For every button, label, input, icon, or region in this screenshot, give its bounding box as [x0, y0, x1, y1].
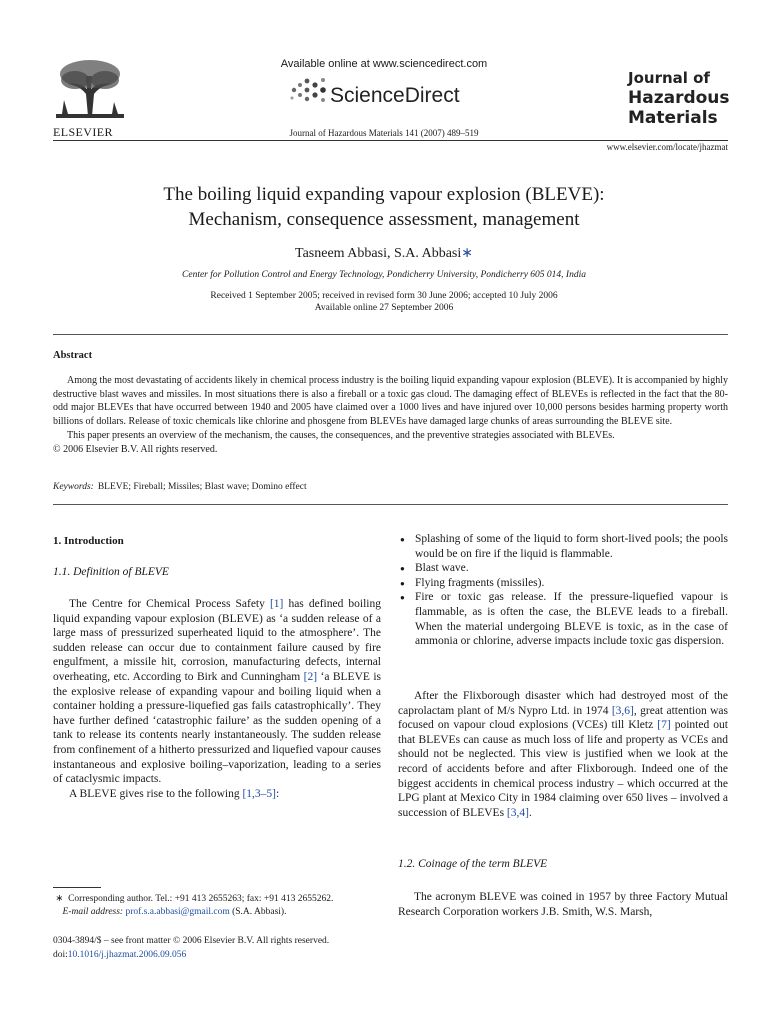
abstract-paragraph-2: This paper presents an overview of the mechanism, the causes, the consequences, and the preventive strategies associated with BLEVEs.	[67, 429, 615, 441]
doi-link[interactable]: 10.1016/j.jhazmat.2006.09.056	[67, 949, 187, 960]
citation-link[interactable]: [3,6]	[611, 704, 634, 717]
journal-name-line2: Hazardous	[628, 88, 730, 108]
journal-url[interactable]: www.elsevier.com/locate/jhazmat	[606, 142, 728, 152]
intro-paragraph-2: A BLEVE gives rise to the following [1,3–5]:	[69, 787, 280, 800]
article-dates	[0, 290, 768, 314]
author-names: Tasneem Abbasi, S.A. Abbasi	[295, 246, 462, 261]
abstract-bottom-divider	[53, 504, 728, 505]
page-footer	[53, 935, 329, 962]
footnote-email: E-mail address: prof.s.a.abbasi@gmail.com (S.A. Abbasi).	[62, 907, 287, 917]
subsection-heading-definition: 1.1. Definition of BLEVE	[53, 566, 169, 578]
coinage-paragraph: The acronym BLEVE was coined in 1957 by three Factory Mutual Research Corporation workers J.B. Smith, W.S. Marsh,	[398, 891, 728, 918]
flixborough-paragraph: After the Flixborough disaster which had destroyed most of the caprolactam plant of M/s Nypro Ltd. in 1974 [3,6], great attention was focused on vapour cloud explosions (VCEs) till Kletz [7] pointed out that BLEVEs can cause as much loss of life and property as VCEs and should not be neglected. This view is justified when we look at the record of accidents before and after Flixborough. Indeed one of the biggest accidents in chemical process industry – which occurred at the LPG plant at Mexico City in 1984 claiming over 650 lives – involved a succession of BLEVEs [3,4].	[398, 690, 728, 819]
issn-line: 0304-3894/$ – see front matter © 2006 Elsevier B.V. All rights reserved.	[53, 936, 330, 946]
list-item: ● Splashing of some of the liquid to form short-lived pools; the pools would be on fire if the liquid is flammable.	[398, 532, 728, 561]
corresponding-author-mark[interactable]: ∗	[461, 246, 473, 261]
left-column-text	[53, 597, 381, 801]
subsection-heading-coinage: 1.2. Coinage of the term BLEVE	[398, 858, 548, 870]
journal-name-block	[628, 68, 730, 128]
abstract-paragraph-1: Among the most devastating of accidents likely in chemical process industry is the boiling liquid expanding vapour explosion (BLEVE). It is accompanied by highly destructive blast waves and missiles. In most situations there is also a fireball or a toxic gas cloud. The damaging effect of BLEVEs is reflected in the fact that the 80-odd major BLEVEs that have occurred between 1940 and 2005 have claimed over a 1000 lives and have injured over 10,000 persons besides harming property worth billions of dollars. Release of toxic chemicals like chlorine and phosgene from BLEVEs have damaged large chunks of areas surrounding the BLEVE site.	[53, 375, 728, 428]
right-column-paragraph	[398, 689, 728, 820]
bleve-effects-list	[398, 532, 728, 649]
article-title	[0, 182, 768, 232]
journal-citation: Journal of Hazardous Materials 141 (2007) 489–519	[289, 128, 479, 138]
doi-line: doi:10.1016/j.jhazmat.2006.09.056	[53, 949, 187, 960]
list-item: ● Flying fragments (missiles).	[398, 576, 728, 591]
list-item: ● Blast wave.	[398, 561, 728, 576]
keywords	[53, 482, 307, 492]
authors	[0, 245, 768, 262]
journal-name-line1: Journal of	[628, 69, 710, 87]
title-line2: Mechanism, consequence assessment, management	[188, 209, 580, 230]
citation-link[interactable]: [2]	[303, 670, 318, 683]
abstract-heading: Abstract	[53, 350, 93, 361]
footnote-divider	[53, 887, 101, 888]
affiliation: Center for Pollution Control and Energy Technology, Pondicherry University, Pondicherry 605 014, India	[182, 270, 586, 280]
abstract-top-divider	[53, 334, 728, 335]
citation-link[interactable]: [7]	[657, 719, 671, 732]
abstract-body	[53, 374, 728, 456]
keywords-text: BLEVE; Fireball; Missiles; Blast wave; Domino effect	[97, 482, 307, 492]
title-line1: The boiling liquid expanding vapour explosion (BLEVE):	[163, 184, 605, 205]
sciencedirect-logo-text: ScienceDirect	[330, 84, 460, 107]
citation-link[interactable]: [3,4]	[506, 806, 529, 819]
footnote	[53, 893, 333, 919]
publisher-name: ELSEVIER	[53, 125, 113, 139]
citation-link[interactable]: [1]	[269, 598, 284, 610]
intro-paragraph-1: The Centre for Chemical Process Safety [1] has defined boiling liquid expanding vapour explosion (BLEVE) as ‘a sudden release of a large mass of pressurized superheated liquid to the atmosphere’. The sudden release can occur due to containment failure caused by fire engulfment, a missile hit, corrosion, manufacturing defects, internal overheating, etc. According to Birk and Cunningham [2] ‘a BLEVE is the explosive release of expanding vapour and boiling liquid when a container holding a pressure-liquefied gas fails catastrophically’. They have further defined ‘catastrophic failure’ as the sudden opening of a tank to release its contents nearly instantaneously. The sudden release from confinement of a hitherto pressurized and liquefied vapour causes instantaneous and explosive boiling–vaporization, leading to a series of cataclysmic impacts.	[53, 598, 381, 786]
available-online-text: Available online at www.sciencedirect.com	[280, 58, 488, 70]
abstract-copyright: © 2006 Elsevier B.V. All rights reserved.	[53, 443, 218, 455]
citation-link[interactable]: [1,3–5]	[242, 787, 276, 800]
footnote-corresponding: ∗ Corresponding author. Tel.: +91 413 2655263; fax: +91 413 2655262.	[55, 894, 334, 904]
keywords-label: Keywords:	[53, 482, 94, 492]
journal-name-line3: Materials	[628, 108, 718, 128]
email-link[interactable]: prof.s.a.abbasi@gmail.com	[125, 907, 230, 917]
available-date: Available online 27 September 2006	[314, 303, 454, 313]
section-heading-introduction: 1. Introduction	[53, 535, 124, 547]
header-divider	[53, 140, 728, 141]
list-item: ● Fire or toxic gas release. If the pressure-liquefied vapour is flammable, as is often the case, the BLEVE leads to a fireball. When the material undergoing BLEVE is toxic, as in the case of ammonia or chlorine, adverse impacts include toxic gas dispersion.	[398, 590, 728, 648]
received-dates: Received 1 September 2005; received in revised form 30 June 2006; accepted 10 July 2006	[210, 291, 558, 301]
sciencedirect-dots-icon	[288, 76, 330, 104]
